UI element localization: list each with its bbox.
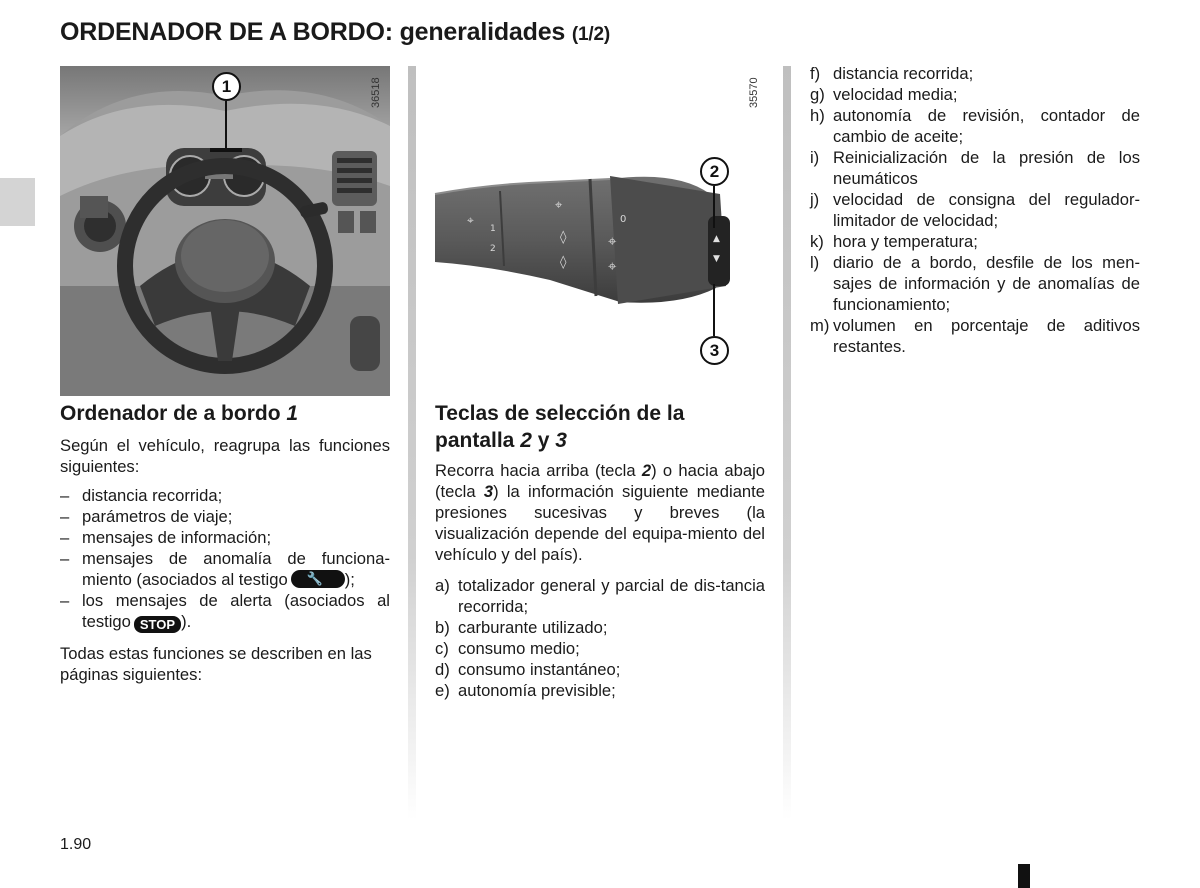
page-part: (1/2) xyxy=(571,24,610,45)
list-item-letter: m) xyxy=(810,316,830,335)
description-part-1: Recorra hacia arriba (tecla xyxy=(435,461,636,480)
onboard-computer-heading-ref: 1 xyxy=(286,402,299,425)
list-item xyxy=(810,105,1140,147)
display-items-list-a-e xyxy=(435,575,765,701)
list-item: – parámetros de viaje; xyxy=(60,506,390,527)
list-item xyxy=(810,147,1140,189)
list-item-letter: a) xyxy=(435,576,450,595)
list-item-letter: i) xyxy=(810,148,820,167)
list-item xyxy=(435,575,765,617)
stalk-callout-line-top xyxy=(713,186,715,228)
stalk-callout-select-up: 2 xyxy=(700,157,729,186)
list-item-text: carburante utilizado; xyxy=(458,618,608,637)
svg-text:⌖: ⌖ xyxy=(555,198,563,213)
list-item-text: totalizador general y parcial de dis-tancia recorrida; xyxy=(458,576,765,616)
corner-thumb-mark xyxy=(1018,864,1030,888)
list-item-alert-end: ). xyxy=(181,612,192,631)
list-item xyxy=(435,617,765,638)
list-item xyxy=(435,680,765,701)
selection-keys-heading-and: y xyxy=(537,429,550,452)
list-item-anomaly-line-2: miento (asociados al testigo xyxy=(82,570,288,589)
dashboard-callout-line xyxy=(225,101,227,148)
svg-text:⌖: ⌖ xyxy=(608,232,617,250)
stalk-figure xyxy=(430,66,770,376)
list-item-text: velocidad de consigna del regulador-limitador de velocidad; xyxy=(833,190,1140,230)
list-item-letter: k) xyxy=(810,232,824,251)
list-item-text: diario de a bordo, desfile de los men-sajes de información y de anomalías de funcionamiento; xyxy=(833,253,1140,314)
description-key-2: 2 xyxy=(641,461,652,480)
list-item-letter: f) xyxy=(810,64,821,83)
selection-keys-heading-line-1: Teclas de selección de la xyxy=(435,402,685,425)
list-item-letter: e) xyxy=(435,681,450,700)
list-item-anomaly xyxy=(60,548,390,590)
list-item xyxy=(810,252,1140,315)
list-item-letter: g) xyxy=(810,85,825,104)
page-number: 1.90 xyxy=(60,836,92,853)
list-item-text: autonomía de revisión, contador de cambio de aceite; xyxy=(833,106,1140,146)
svg-text:⌖: ⌖ xyxy=(467,213,474,227)
selection-keys-heading-ref-3: 3 xyxy=(555,429,567,452)
middle-column xyxy=(435,400,765,701)
list-item-anomaly-line-1: – mensajes de anomalía de funciona- xyxy=(82,549,390,568)
stalk-illustration xyxy=(430,66,770,376)
page-title-text: ORDENADOR DE A BORDO: generalidades xyxy=(60,18,566,46)
list-item-alert xyxy=(60,590,390,633)
list-item-alert-line-2: testigo xyxy=(82,612,131,631)
stalk-figure-code: 35570 xyxy=(748,77,760,108)
list-item: – mensajes de información; xyxy=(60,527,390,548)
list-item-text: volumen en porcentaje de aditivos restantes. xyxy=(833,316,1140,356)
svg-text:2: 2 xyxy=(490,244,496,254)
dashboard-callout-tick xyxy=(210,148,242,152)
onboard-computer-heading xyxy=(60,400,390,427)
list-item-letter: l) xyxy=(810,253,820,272)
list-item-letter: b) xyxy=(435,618,450,637)
stop-warning-icon: STOP xyxy=(134,616,181,633)
list-item xyxy=(810,231,1140,252)
display-items-list-f-m xyxy=(810,63,1140,357)
right-column xyxy=(810,63,1140,357)
svg-text:◊: ◊ xyxy=(560,255,567,270)
list-item-text: hora y temperatura; xyxy=(833,232,978,251)
svg-text:1: 1 xyxy=(490,224,496,234)
list-item xyxy=(435,638,765,659)
dashboard-callout: 1 xyxy=(212,72,241,101)
column-divider-left xyxy=(408,66,416,820)
description-part-3: ) la información siguiente mediante presiones sucesivas y breves (la visualización depende del equipa-miento del vehículo y del país). xyxy=(435,482,765,564)
onboard-computer-intro: Según el vehículo, reagrupa las funciones siguientes: xyxy=(60,436,390,476)
description-part-2: ) o hacia abajo (tecla xyxy=(435,461,765,501)
list-item xyxy=(810,189,1140,231)
list-item-text: autonomía previsible; xyxy=(458,681,616,700)
left-column xyxy=(60,400,390,685)
list-item-letter: h) xyxy=(810,106,825,125)
onboard-computer-function-list xyxy=(60,485,390,633)
list-item-letter: d) xyxy=(435,660,450,679)
list-item xyxy=(810,315,1140,357)
selection-keys-heading-line-2: pantalla xyxy=(435,429,515,452)
list-item-text: Reinicialización de la presión de los neumáticos xyxy=(833,148,1140,188)
selection-keys-heading-ref-2: 2 xyxy=(520,429,532,452)
stalk-callout-line-bottom xyxy=(713,284,715,336)
svg-text:▲: ▲ xyxy=(713,234,720,244)
list-item-text: distancia recorrida; xyxy=(833,64,974,83)
list-item xyxy=(810,63,1140,84)
list-item: – distancia recorrida; xyxy=(60,485,390,506)
page-title xyxy=(60,18,610,47)
selection-keys-heading xyxy=(435,400,765,454)
column-divider-right xyxy=(783,66,791,820)
selection-keys-description xyxy=(435,460,765,565)
list-item-alert-line-1: – los mensajes de alerta (asociados al xyxy=(82,591,390,610)
onboard-computer-closing: Todas estas funciones se describen en las páginas siguientes: xyxy=(60,644,372,684)
list-item xyxy=(435,659,765,680)
list-item-letter: c) xyxy=(435,639,449,658)
svg-text:◊: ◊ xyxy=(560,230,567,245)
dashboard-figure xyxy=(60,66,390,396)
section-tab xyxy=(0,178,35,226)
svg-text:▼: ▼ xyxy=(713,254,720,264)
list-item-text: velocidad media; xyxy=(833,85,958,104)
list-item xyxy=(810,84,1140,105)
dashboard-figure-code: 36518 xyxy=(370,77,382,108)
list-item-letter: j) xyxy=(810,190,820,209)
list-item-anomaly-end: ); xyxy=(344,570,355,589)
svg-text:⌖: ⌖ xyxy=(608,257,617,275)
description-key-3: 3 xyxy=(483,482,494,501)
list-item-text: consumo medio; xyxy=(458,639,580,658)
list-item-text: consumo instantáneo; xyxy=(458,660,621,679)
wrench-warning-icon: 🔧 xyxy=(291,570,345,588)
svg-text:0: 0 xyxy=(620,214,627,225)
onboard-computer-heading-text: Ordenador de a bordo xyxy=(60,402,281,425)
stalk-callout-select-down: 3 xyxy=(700,336,729,365)
